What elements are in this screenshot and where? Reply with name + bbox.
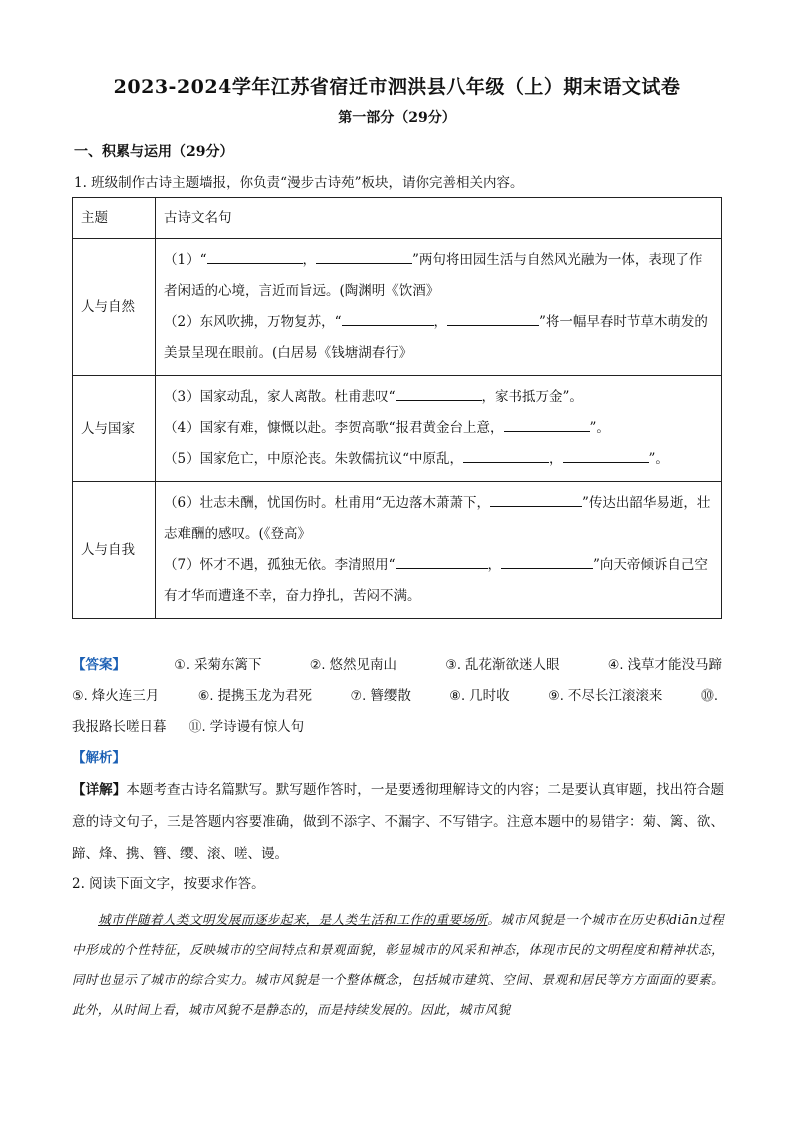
answer-blank[interactable] [447,309,539,326]
answer-blank[interactable] [504,415,590,432]
answer-block [72,650,722,743]
section-heading: 一、积累与运用（29分） [74,144,234,160]
fill-item: （3）国家动乱，家人离散。杜甫悲叹“ ，家书抵万金”。 [164,382,711,413]
answer-item: ②. 悠然见南山 [309,657,397,673]
poem-table [72,197,722,619]
answer-row [72,681,722,712]
answer-item: ⑦. 簪缨散 [350,688,411,704]
answer-blank[interactable] [316,247,412,264]
answer-blank[interactable] [563,446,649,463]
lines-cell [156,239,722,376]
passage-text: diān过程中形成的个性特征，反映城市的空间特点和景观面貌，彰显城市的风采和神态，体现市民的文明程度和精神状态，同时也显示了城市的综合实力。城市风貌是一个整体概念，包括城市建筑、空间、景观和居民等方方面面的要素。此外，从时间上看，城市风貌不是静态的，而是持续发展的。因此，城市风貌 [72,912,725,1017]
table-row [73,239,722,376]
header-lines: 古诗文名句 [156,198,722,239]
answer-blank[interactable] [396,552,488,569]
answer-blank[interactable] [207,247,303,264]
exam-title: 2023-2024学年江苏省宿迁市泗洪县八年级（上）期末语文试卷 [113,76,681,98]
passage-underlined: 城市伴随着人类文明发展而逐步起来，是人类生活和工作的重要场所 [98,912,488,927]
theme-cell: 人与自我 [73,482,156,619]
answer-blank[interactable] [490,490,582,507]
answer-blank[interactable] [501,552,593,569]
fill-item: （4）国家有难，慷慨以赴。李贺高歌“报君黄金台上意， ”。 [164,413,711,444]
reading-passage [72,905,724,1025]
answer-item: ①. 采菊东篱下 [174,657,262,673]
theme-cell: 人与自然 [73,239,156,376]
answer-blank[interactable] [463,446,549,463]
answer-blank[interactable] [396,384,482,401]
answer-item: ⑪. 学诗谩有惊人句 [188,719,305,735]
fill-item: （5）国家危亡，中原沦丧。朱敦儒抗议“中原乱， ， ”。 [164,444,711,475]
detail-text: 本题考查古诗名篇默写。默写题作答时，一是要透彻理解诗文的内容；二是要认真审题，找出符合题意的诗文句子，三是答题内容要准确，做到不添字、不漏字、不写错字。注意本题中的易错字：菊、篱、欲、蹄、烽、携、簪、缨、滚、嗟、谩。 [72,782,725,862]
answer-row [72,712,722,743]
fill-item: （7）怀才不遇，孤独无依。李清照用“ ， ”向天帝倾诉自己空有才华而遭逢不幸，奋力挣扎，苦闷不满。 [164,550,711,612]
answer-row [72,650,722,681]
fill-item: （6）壮志未酬，忧国伤时。杜甫用“无边落木萧萧下， ”传达出韶华易逝，壮志难酬的感叹。(《登高》 [164,488,711,550]
answer-item: ⓾. [700,689,718,704]
answer-tag: 【答案】 [72,657,126,673]
table-header-row [73,198,722,239]
answer-item: ⑨. 不尽长江滚滚来 [548,688,663,704]
lines-cell [156,376,722,482]
table-row [73,482,722,619]
answer-item: ⑤. 烽火连三月 [72,688,160,704]
answer-item: ③. 乱花渐欲迷人眼 [445,657,560,673]
question-1-prompt: 1. 班级制作古诗主题墙报，你负责“漫步古诗苑”板块，请你完善相关内容。 [74,175,524,191]
analysis-detail [72,774,724,870]
analysis-tag: 【解析】 [72,750,126,766]
answer-blank[interactable] [342,309,434,326]
part-title: 第一部分（29分） [338,110,456,126]
question-2-prompt: 2. 阅读下面文字，按要求作答。 [72,876,265,892]
table-row [73,376,722,482]
answer-item: ⑥. 提携玉龙为君死 [197,688,313,704]
lines-cell [156,482,722,619]
fill-item: （1）“ ， ”两句将田园生活与自然风光融为一体，表现了作者闲适的心境，言近而旨远。(陶渊明《饮酒》 [164,245,711,307]
answer-item: ④. 浅草才能没马蹄 [607,657,722,673]
answer-item: 我报路长嗟日暮 [72,719,167,735]
detail-tag: 【详解】 [72,782,127,798]
fill-item: （2）东风吹拂，万物复苏，“ ， ”将一幅早春时节草木萌发的美景呈现在眼前。(白居易《钱塘湖春行》 [164,307,711,369]
passage-text: 。城市风貌是一个城市在历史积 [487,912,670,927]
answer-item: ⑧. 几时收 [449,688,510,704]
theme-cell: 人与国家 [73,376,156,482]
header-theme: 主题 [73,198,156,239]
